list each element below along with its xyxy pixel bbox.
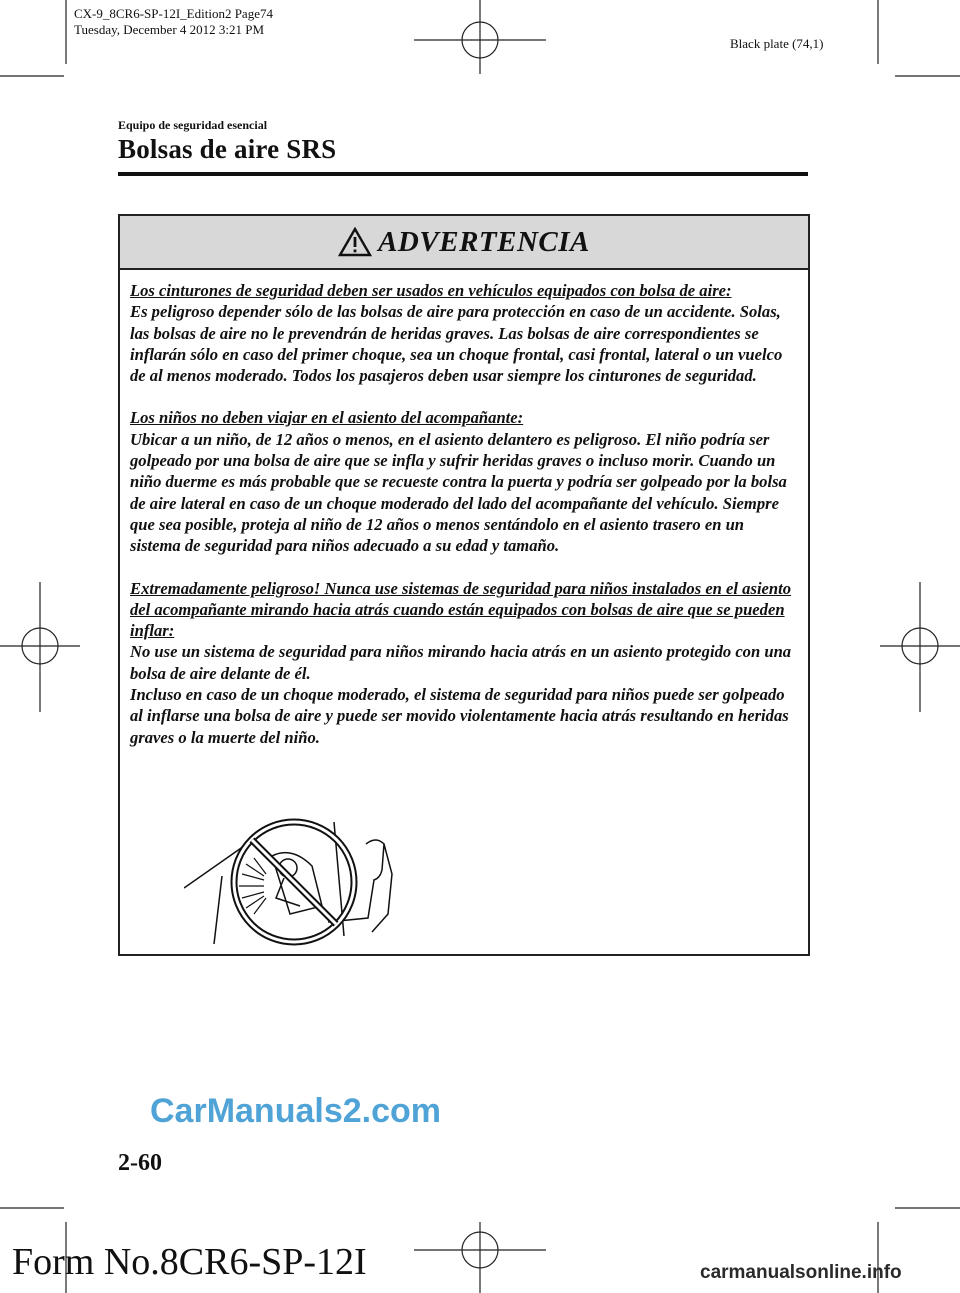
- warning-triangle-icon: [338, 227, 372, 257]
- page-number: 2-60: [118, 1150, 162, 1176]
- paragraph-text: Es peligroso depender sólo de las bolsas de aire para protección en caso de un accidente. Solas, las bolsas de aire no le prevendrán de heridas graves. Las bolsas de aire correspondientes se inflarán sólo en caso del primer choque, sea un choque frontal, casi frontal, lateral o un vuelco de al menos moderado. Todos los pasajeros deben usar siempre los cinturones de seguridad.: [130, 302, 783, 386]
- print-doc-id: CX-9_8CR6-SP-12I_Edition2 Page74: [74, 6, 273, 21]
- section-label: Equipo de seguridad esencial: [118, 118, 268, 132]
- rear-facing-child-seat-prohibited-illustration: [184, 816, 424, 946]
- paragraph-title: Los niños no deben viajar en el asiento del acompañante:: [130, 408, 524, 428]
- warning-paragraph: [130, 280, 798, 386]
- paragraph-title: Extremadamente peligroso! Nunca use sistemas de seguridad para niños instalados en el asiento del acompañante mirando hacia atrás cuando están equipados con bolsas de aire que se pueden inflar:: [130, 578, 792, 641]
- site-footer: carmanualsonline.info: [700, 1262, 902, 1283]
- print-plate: Black plate (74,1): [730, 36, 824, 51]
- form-number: Form No.8CR6-SP-12I: [12, 1241, 367, 1283]
- paragraph-text: Incluso en caso de un choque moderado, el sistema de seguridad para niños puede ser golpeado al inflarse una bolsa de aire y puede ser movido violentamente hacia atrás resultando en heridas graves o la muerte del niño.: [130, 685, 789, 747]
- warning-heading: ADVERTENCIA: [378, 225, 590, 258]
- warning-box: [118, 214, 810, 956]
- warning-header: [120, 216, 808, 270]
- warning-paragraph: [130, 407, 798, 556]
- paragraph-text: Ubicar a un niño, de 12 años o menos, en el asiento delantero es peligroso. El niño podría ser golpeado por una bolsa de aire que se infla y sufrir heridas graves o incluso morir. Cuando un niño duerme es más probable que se recueste contra la puerta y podría ser golpeado por la bolsa de aire lateral en caso de un choque moderado del lado del acompañante del vehículo. Siempre que sea posible, proteja al niño de 12 años o menos sentándolo en el asiento trasero en un sistema de seguridad para niños adecuado a su edad y tamaño.: [130, 429, 787, 556]
- paragraph-text: No use un sistema de seguridad para niños mirando hacia atrás en un asiento protegido con una bolsa de aire delante de él.: [130, 642, 792, 683]
- warning-paragraph: [130, 578, 798, 748]
- paragraph-title: Los cinturones de seguridad deben ser usados en vehículos equipados con bolsa de aire:: [130, 281, 732, 300]
- warning-body: [120, 270, 808, 748]
- title-rule: [118, 172, 808, 176]
- watermark-logo: CarManuals2.com: [150, 1092, 441, 1130]
- page-title: Bolsas de aire SRS: [118, 134, 337, 164]
- print-timestamp: Tuesday, December 4 2012 3:21 PM: [74, 22, 265, 37]
